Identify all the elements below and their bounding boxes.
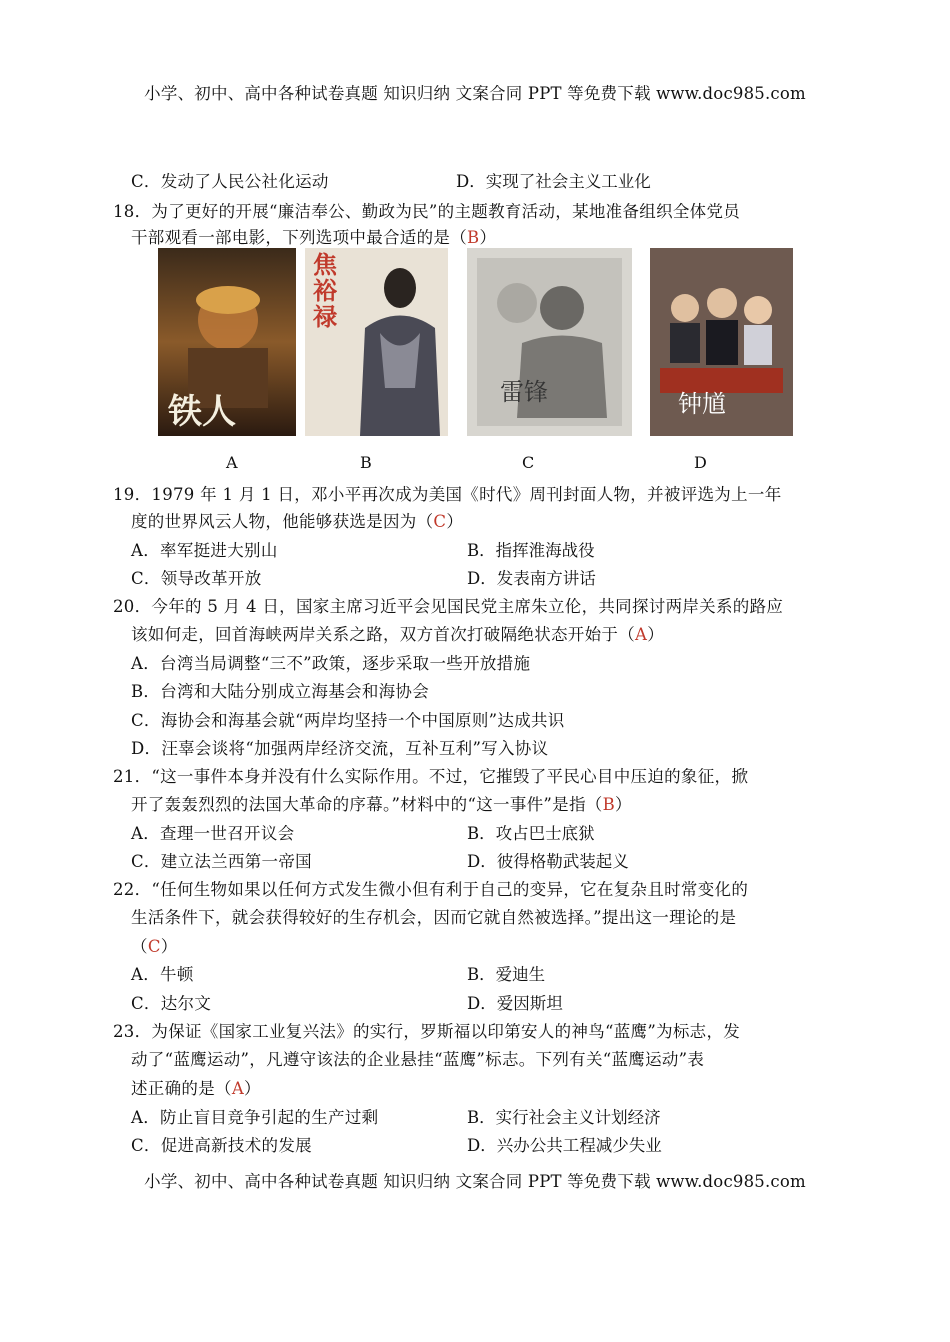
q17-option-c: C．发动了人民公社化运动 — [131, 172, 329, 191]
q23-option-b: B．实行社会主义计划经济 — [467, 1108, 661, 1127]
q21-option-c: C．建立法兰西第一帝国 — [131, 852, 312, 871]
page-footer: 小学、初中、高中各种试卷真题 知识归纳 文案合同 PPT 等免费下载 www.doc985.com — [144, 1172, 806, 1191]
q20-option-c: C．海协会和海基会就“两岸均坚持一个中国原则”达成共识 — [131, 711, 565, 730]
option-label-d: D — [694, 453, 707, 472]
q20-answer: A — [635, 625, 648, 644]
poster-d-title: 钟馗 — [678, 390, 726, 418]
q20-option-b: B．台湾和大陆分别成立海基会和海协会 — [131, 682, 430, 701]
q19-option-c: C．领导改革开放 — [131, 569, 262, 588]
q20-stem-line1: 20．今年的 5 月 4 日，国家主席习近平会见国民党主席朱立伦，共同探讨两岸关系的路应 — [113, 597, 784, 616]
option-label-a: A — [226, 453, 238, 472]
q22-option-b: B．爱迪生 — [467, 965, 546, 984]
q22-stem-line2: 生活条件下，就会获得较好的生存机会，因而它就自然被选择。”提出这一理论的是 — [131, 908, 737, 927]
q21-option-a: A．查理一世召开议会 — [131, 824, 295, 843]
q20-option-a: A．台湾当局调整“三不”政策，逐步采取一些开放措施 — [131, 654, 531, 673]
q19-stem-line2: 度的世界风云人物，他能够获选是因为（C） — [131, 512, 464, 531]
q21-stem-line1: 21．“这一事件本身并没有什么实际作用。不过，它摧毁了平民心目中压迫的象征，掀 — [113, 767, 749, 786]
q21-stem-line2: 开了轰轰烈烈的法国大革命的序幕。”材料中的“这一事件”是指（B） — [131, 795, 632, 814]
q20-stem-line2: 该如何走，回首海峡两岸关系之路，双方首次打破隔绝状态开始于（A） — [131, 625, 665, 644]
poster-b-title: 焦裕禄 — [313, 250, 337, 331]
q22-option-d: D．爱因斯坦 — [467, 994, 563, 1013]
q18-stem-line2: 干部观看一部电影，下列选项中最合适的是（B） — [131, 228, 497, 247]
q22-stem-line1: 22．“任何生物如果以任何方式发生微小但有利于自己的变异，它在复杂且时常变化的 — [113, 880, 749, 899]
q23-answer: A — [231, 1079, 245, 1098]
q18-stem-line1: 18．为了更好的开展“廉洁奉公、勤政为民”的主题教育活动，某地准备组织全体党员 — [113, 202, 741, 221]
q17-option-d: D．实现了社会主义工业化 — [456, 172, 651, 191]
q21-option-d: D．彼得格勒武装起义 — [467, 852, 629, 871]
q19-answer: C — [433, 512, 447, 531]
q18-answer: B — [467, 228, 480, 247]
q21-option-b: B．攻占巴士底狱 — [467, 824, 595, 843]
q21-answer: B — [602, 795, 615, 814]
q22-option-c: C．达尔文 — [131, 994, 212, 1013]
option-label-c: C — [522, 453, 535, 472]
q22-stem-line3: （C） — [131, 937, 178, 956]
q23-stem-line1: 23．为保证《国家工业复兴法》的实行，罗斯福以印第安人的神鸟“蓝鹰”为标志，发 — [113, 1022, 741, 1041]
poster-c-title: 雷锋 — [500, 378, 548, 406]
poster-c-image — [467, 248, 632, 436]
q23-option-a: A．防止盲目竞争引起的生产过剩 — [131, 1108, 379, 1127]
page-header: 小学、初中、高中各种试卷真题 知识归纳 文案合同 PPT 等免费下载 www.doc985.com — [144, 84, 806, 103]
q23-option-d: D．兴办公共工程减少失业 — [467, 1136, 662, 1155]
q22-option-a: A．牛顿 — [131, 965, 194, 984]
q23-stem-line2: 动了“蓝鹰运动”，凡遵守该法的企业悬挂“蓝鹰”标志。下列有关“蓝鹰运动”表 — [131, 1050, 705, 1069]
q19-option-b: B．指挥淮海战役 — [467, 541, 595, 560]
poster-a-title: 铁人 — [168, 392, 236, 432]
q23-option-c: C．促进高新技术的发展 — [131, 1136, 312, 1155]
q23-stem-line3: 述正确的是（A） — [131, 1079, 261, 1098]
q20-option-d: D．汪辜会谈将“加强两岸经济交流，互补互利”写入协议 — [131, 739, 549, 758]
q22-answer: C — [147, 937, 161, 956]
q19-option-d: D．发表南方讲话 — [467, 569, 596, 588]
q19-option-a: A．率军挺进大别山 — [131, 541, 278, 560]
option-label-b: B — [360, 453, 372, 472]
q19-stem-line1: 19．1979 年 1 月 1 日，邓小平再次成为美国《时代》周刊封面人物，并被评选为上一年 — [113, 485, 782, 504]
